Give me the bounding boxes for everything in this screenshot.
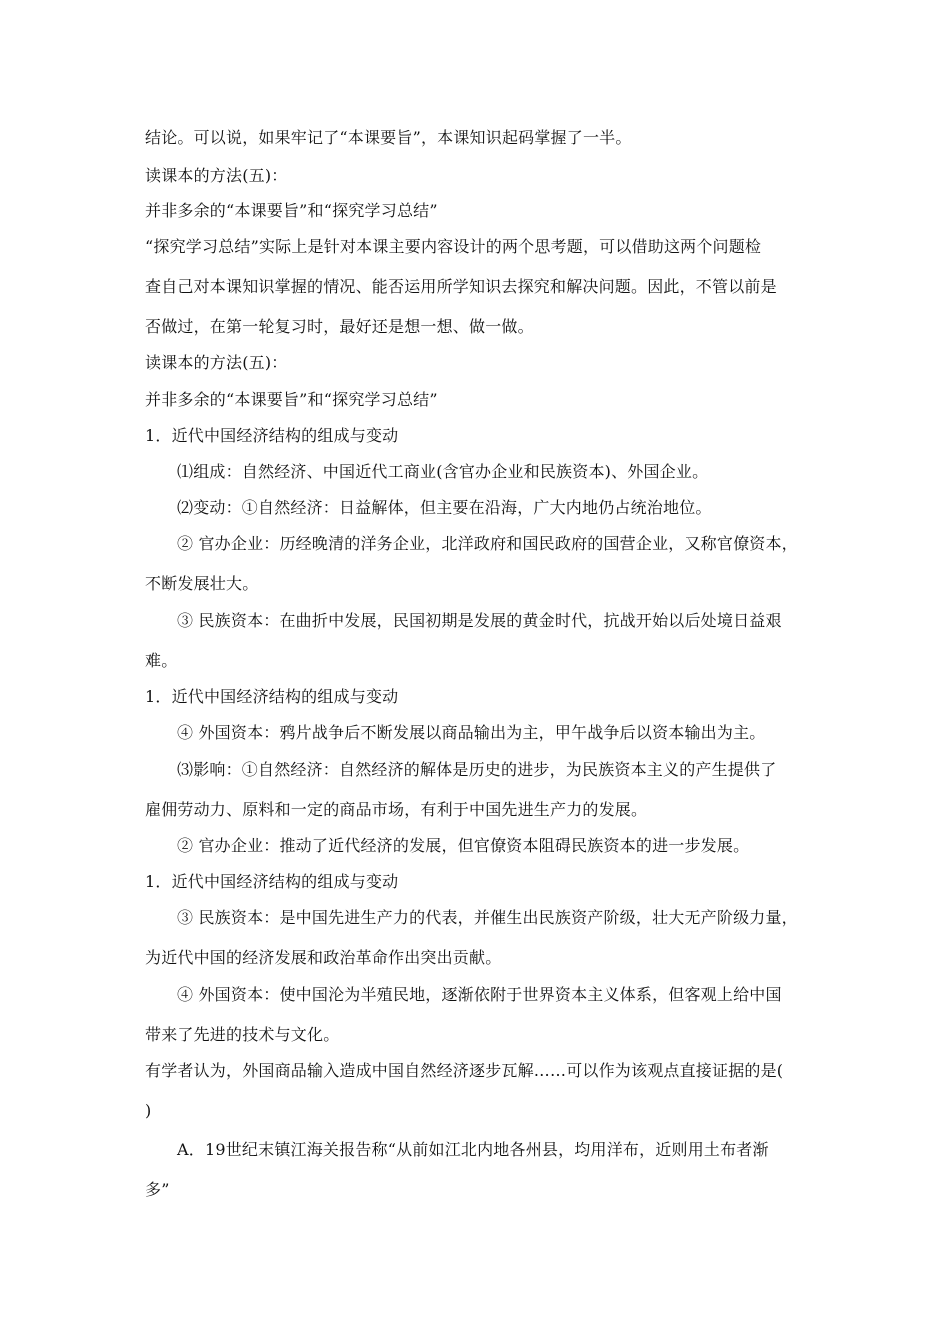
text-line: ② 官办企业：推动了近代经济的发展，但官僚资本阻碍民族资本的进一步发展。 <box>177 836 750 855</box>
text-line: ④ 外国资本：使中国沦为半殖民地，逐渐依附于世界资本主义体系，但客观上给中国 <box>177 985 782 1004</box>
text-line: ⑶影响：①自然经济：自然经济的解体是历史的进步，为民族资本主义的产生提供了 <box>177 760 777 779</box>
text-line: ③ 民族资本：在曲折中发展，民国初期是发展的黄金时代，抗战开始以后处境日益艰 <box>177 611 782 630</box>
question-stem: 有学者认为，外国商品输入造成中国自然经济逐步瓦解……可以作为该观点直接证据的是( <box>145 1061 784 1080</box>
text-line: 带来了先进的技术与文化。 <box>145 1025 340 1044</box>
text-line: 并非多余的“本课要旨”和“探究学习总结” <box>145 201 438 220</box>
text-line: ⑵变动：①自然经济：日益解体，但主要在沿海，广大内地仍占统治地位。 <box>177 498 712 517</box>
text-line: 并非多余的“本课要旨”和“探究学习总结” <box>145 390 438 409</box>
text-line: 读课本的方法(五)： <box>145 166 288 185</box>
text-line: 雇佣劳动力、原料和一定的商品市场，有利于中国先进生产力的发展。 <box>145 800 648 819</box>
answer-option-a-continued: 多” <box>145 1180 170 1199</box>
text-line: 查自己对本课知识掌握的情况、能否运用所学知识去探究和解决问题。因此，不管以前是 <box>145 277 777 296</box>
text-line: 结论。可以说，如果牢记了“本课要旨”，本课知识起码掌握了一半。 <box>145 128 632 147</box>
text-line: 读课本的方法(五)： <box>145 353 288 372</box>
text-line: 为近代中国的经济发展和政治革命作出突出贡献。 <box>145 948 502 967</box>
text-line: ④ 外国资本：鸦片战争后不断发展以商品输出为主，甲午战争后以资本输出为主。 <box>177 723 766 742</box>
answer-option-a: A．19世纪末镇江海关报告称“从前如江北内地各州县，均用洋布，近则用土布者渐 <box>177 1140 769 1159</box>
text-line: ③ 民族资本：是中国先进生产力的代表，并催生出民族资产阶级，壮大无产阶级力量， <box>177 908 798 927</box>
text-line: 不断发展壮大。 <box>145 574 259 593</box>
text-line: ② 官办企业：历经晚清的洋务企业，北洋政府和国民政府的国营企业，又称官僚资本， <box>177 534 798 553</box>
section-heading: 1．近代中国经济结构的组成与变动 <box>145 687 399 706</box>
section-heading: 1．近代中国经济结构的组成与变动 <box>145 872 399 891</box>
question-stem-paren: ) <box>145 1101 152 1120</box>
text-line: 难。 <box>145 651 178 670</box>
text-line: “探究学习总结”实际上是针对本课主要内容设计的两个思考题，可以借助这两个问题检 <box>145 237 762 256</box>
section-heading: 1．近代中国经济结构的组成与变动 <box>145 426 399 445</box>
text-line: 否做过，在第一轮复习时，最好还是想一想、做一做。 <box>145 317 534 336</box>
text-line: ⑴组成：自然经济、中国近代工商业(含官办企业和民族资本)、外国企业。 <box>177 462 709 481</box>
